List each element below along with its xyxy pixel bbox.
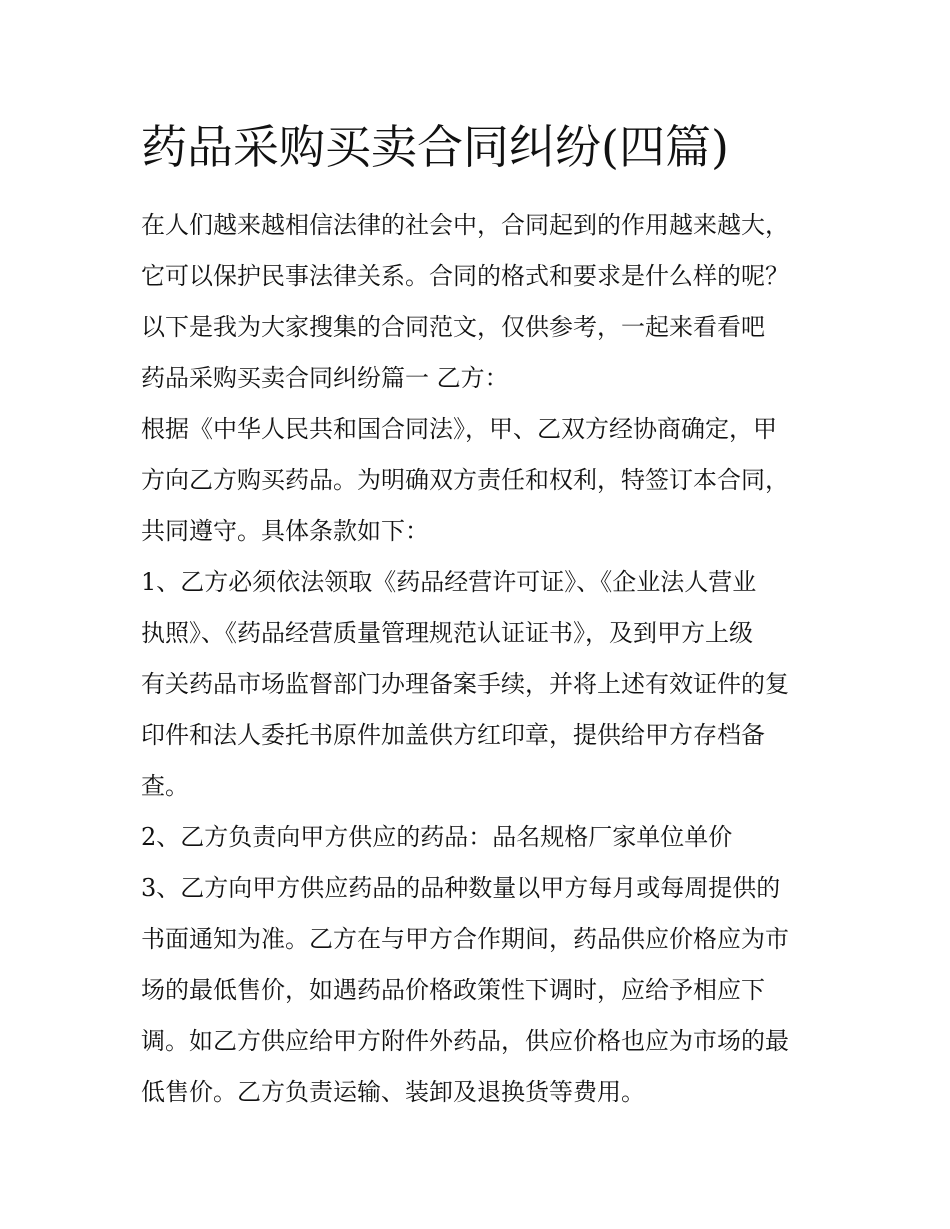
text-line: 药品采购买卖合同纠纷篇一 乙方： — [141, 364, 509, 392]
text-line: 方向乙方购买药品。为明确双方责任和权利，特签订本合同， — [141, 466, 789, 494]
document-title: 药品采购买卖合同纠纷(四篇) — [141, 120, 729, 174]
text-line: 1、乙方必须依法领取《药品经营许可证》、《企业法人营业 — [141, 568, 757, 596]
text-line: 查。 — [141, 772, 189, 800]
text-line: 在人们越来越相信法律的社会中，合同起到的作用越来越大， — [141, 211, 789, 239]
text-line: 它可以保护民事法律关系。合同的格式和要求是什么样的呢？ — [141, 262, 789, 290]
text-line: 2、乙方负责向甲方供应的药品：品名规格厂家单位单价 — [141, 823, 733, 851]
text-line: 3、乙方向甲方供应药品的品种数量以甲方每月或每周提供的 — [141, 874, 781, 902]
text-line: 有关药品市场监督部门办理备案手续，并将上述有效证件的复 — [141, 670, 789, 698]
text-line: 低售价。乙方负责运输、装卸及退换货等费用。 — [141, 1078, 645, 1106]
text-line: 根据《中华人民共和国合同法》，甲、乙双方经协商确定，甲 — [141, 415, 777, 443]
document-body — [141, 200, 821, 1118]
text-line: 书面通知为准。乙方在与甲方合作期间，药品供应价格应为市 — [141, 925, 789, 953]
text-line: 场的最低售价，如遇药品价格政策性下调时，应给予相应下 — [141, 976, 765, 1004]
text-line: 以下是我为大家搜集的合同范文，仅供参考，一起来看看吧 — [141, 313, 765, 341]
text-line: 调。如乙方供应给甲方附件外药品，供应价格也应为市场的最 — [141, 1027, 789, 1055]
text-line: 执照》、《药品经营质量管理规范认证证书》，及到甲方上级 — [141, 619, 753, 647]
text-line: 共同遵守。具体条款如下： — [141, 517, 429, 545]
text-line: 印件和法人委托书原件加盖供方红印章，提供给甲方存档备 — [141, 721, 765, 749]
document-page — [141, 112, 821, 1118]
